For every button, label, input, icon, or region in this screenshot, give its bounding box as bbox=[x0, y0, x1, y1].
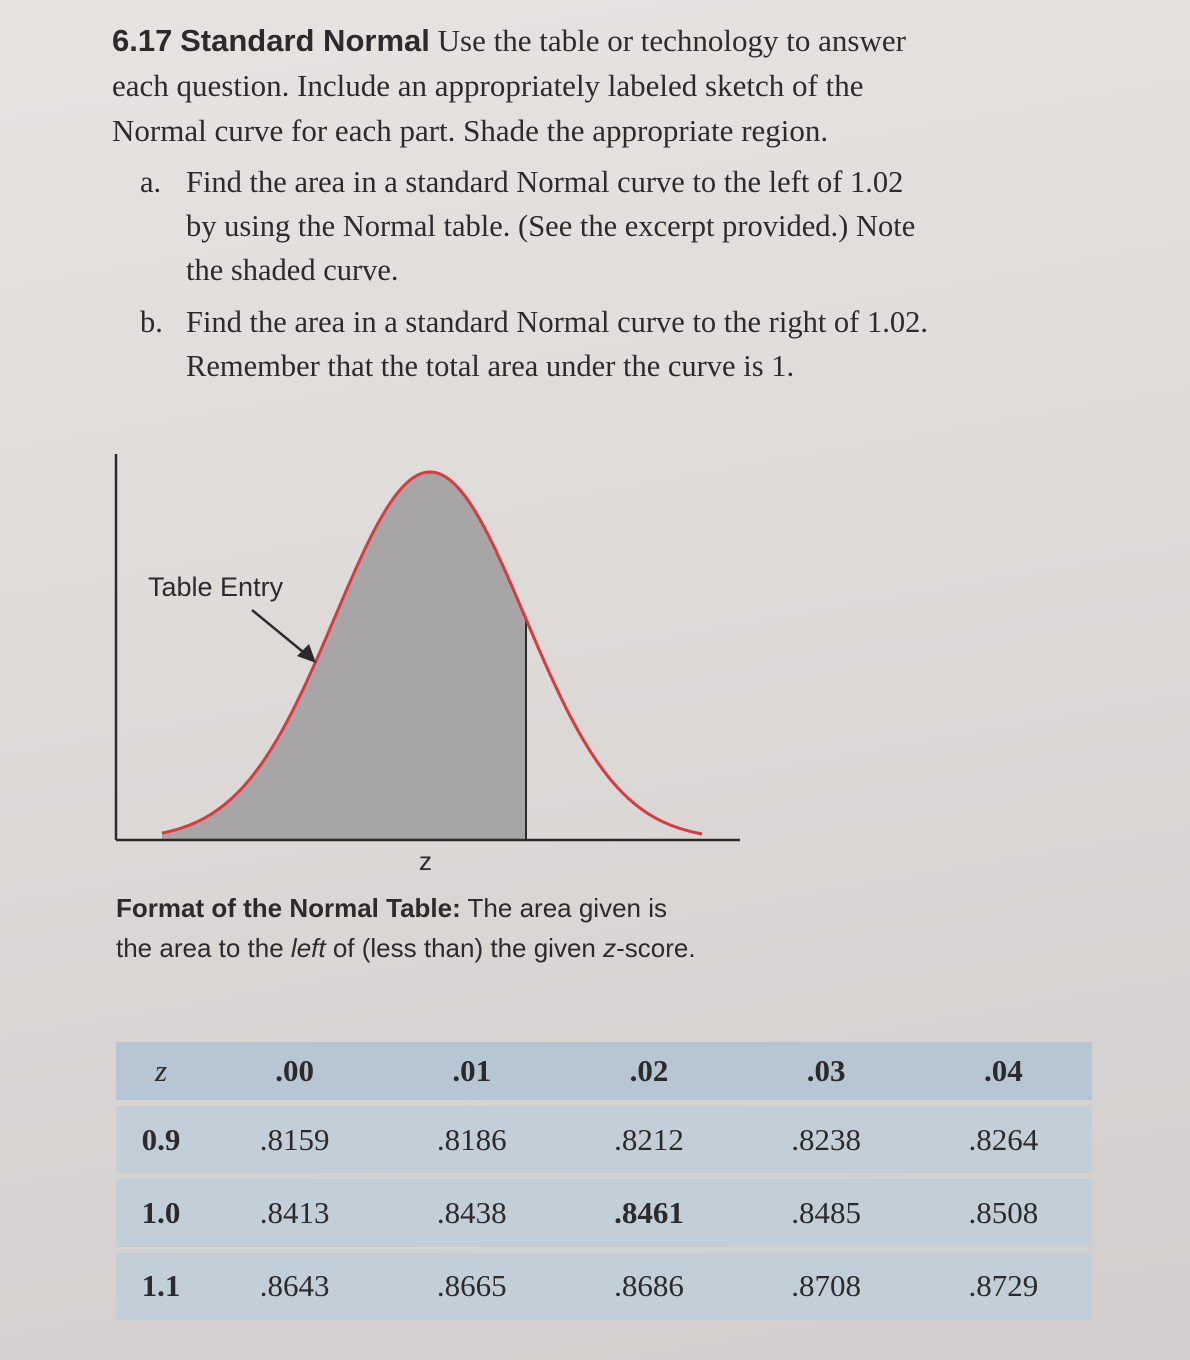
table-cell: .8729 bbox=[915, 1253, 1092, 1320]
z-axis-label: z bbox=[419, 846, 432, 876]
column-header: .04 bbox=[915, 1042, 1092, 1100]
problem-intro-line-2: each question. Include an appropriately labeled sketch of the bbox=[112, 68, 864, 103]
caption-text-1: The area given is bbox=[467, 893, 667, 923]
table-cell: .8186 bbox=[383, 1106, 560, 1173]
part-a-label: a. bbox=[140, 165, 162, 199]
caption-left-word: left bbox=[290, 933, 326, 963]
table-header-row bbox=[116, 1042, 1092, 1100]
table-cell: .8264 bbox=[915, 1106, 1092, 1173]
table-cell: .8438 bbox=[383, 1179, 560, 1246]
z-value-cell: 0.9 bbox=[116, 1106, 206, 1173]
table-format-caption bbox=[116, 888, 876, 968]
z-value-cell: 1.1 bbox=[116, 1253, 206, 1320]
column-header: .01 bbox=[383, 1042, 560, 1100]
table-cell: .8665 bbox=[383, 1253, 560, 1320]
z-value-cell: 1.0 bbox=[116, 1179, 206, 1246]
problem-number: 6.17 bbox=[112, 23, 173, 58]
shaded-area bbox=[162, 472, 526, 840]
problem-title: Standard Normal bbox=[180, 23, 430, 58]
part-a-line-3: the shaded curve. bbox=[186, 253, 399, 287]
table-cell: .8212 bbox=[560, 1106, 737, 1173]
caption-text-4: -score. bbox=[616, 933, 696, 963]
caption-text-3: of (less than) the given bbox=[332, 933, 596, 963]
table-cell: .8238 bbox=[738, 1106, 915, 1173]
z-column-header: z bbox=[116, 1042, 206, 1100]
part-a-line-2: by using the Normal table. (See the excerpt provided.) Note bbox=[186, 209, 916, 243]
table-cell: .8508 bbox=[915, 1179, 1092, 1246]
part-b-label: b. bbox=[140, 305, 163, 339]
table-cell: .8159 bbox=[206, 1106, 383, 1173]
column-header: .03 bbox=[738, 1042, 915, 1100]
column-header: .02 bbox=[560, 1042, 737, 1100]
problem-line-1 bbox=[112, 18, 1112, 63]
table-row bbox=[116, 1106, 1092, 1173]
table-cell: .8485 bbox=[738, 1179, 915, 1246]
caption-text-2: the area to the bbox=[116, 933, 284, 963]
table-cell: .8643 bbox=[206, 1253, 383, 1320]
caption-z-italic: z bbox=[603, 933, 617, 963]
table-cell: .8708 bbox=[738, 1253, 915, 1320]
normal-curve-figure bbox=[112, 450, 752, 880]
caption-heading: Format of the Normal Table: bbox=[116, 893, 461, 923]
table-entry-label: Table Entry bbox=[148, 572, 284, 602]
part-a-line-1: Find the area in a standard Normal curve to the left of 1.02 bbox=[186, 165, 904, 199]
arrowhead-icon bbox=[297, 644, 316, 663]
table-cell: .8686 bbox=[560, 1253, 737, 1320]
column-header: .00 bbox=[206, 1042, 383, 1100]
problem-intro-line-1: Use the table or technology to answer bbox=[437, 23, 906, 58]
table-row bbox=[116, 1179, 1092, 1246]
table-entry-arrow bbox=[252, 610, 308, 656]
part-b-line-2: Remember that the total area under the curve is 1. bbox=[186, 349, 795, 383]
problem-intro-line-3: Normal curve for each part. Shade the appropriate region. bbox=[112, 113, 829, 148]
table-cell: .8413 bbox=[206, 1179, 383, 1246]
highlighted-cell: .8461 bbox=[560, 1179, 737, 1246]
normal-table-excerpt bbox=[116, 1036, 1092, 1326]
table-row bbox=[116, 1253, 1092, 1320]
part-b-line-1: Find the area in a standard Normal curve to the right of 1.02. bbox=[186, 305, 928, 339]
problem-header bbox=[112, 18, 1112, 153]
